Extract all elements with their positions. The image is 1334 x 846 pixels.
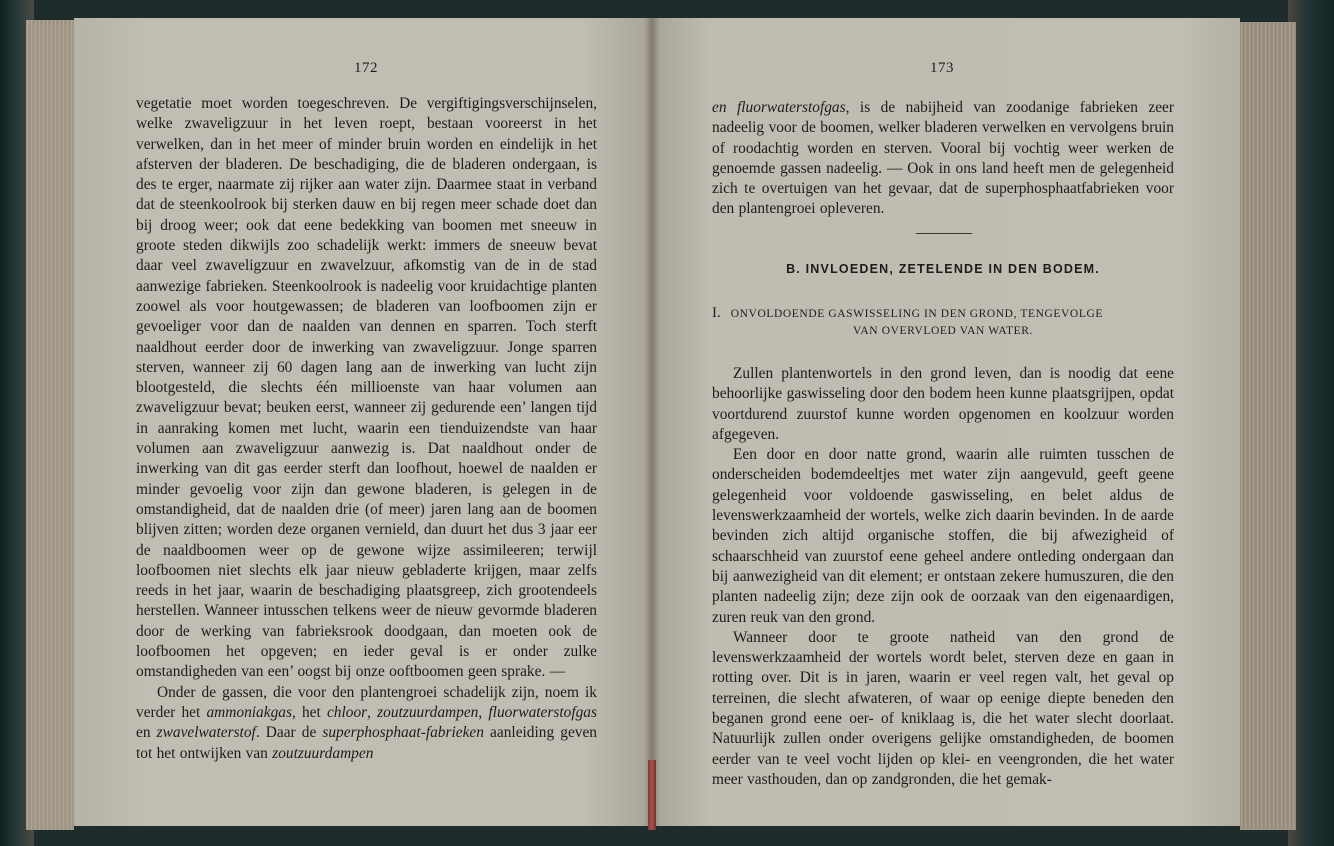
- right-page-top-text: [712, 98, 1174, 220]
- text-run: , het: [291, 703, 327, 721]
- section-title-line-1: ONVOLDOENDE GASWISSELING IN DEN GROND, TENGEVOLGE: [730, 308, 1103, 320]
- section-divider: [916, 233, 972, 234]
- spine-headband: [648, 760, 656, 830]
- text-run: . Daar de: [255, 724, 323, 742]
- italic-term: fluorwaterstofgas: [488, 703, 597, 721]
- right-paragraph-2: Een door en door natte grond, waarin alle ruimten tusschen de onderscheiden bodemdeeltjes met water zijn aangevuld, geeft geene gelegenheid voor voldoende gaswisseling, en belet aldus de levenswerkzaamheid der wortels, welke zich daarin bevinden. In de aarde bevinden zich altijd organische stoffen, die bij afwezigheid of schaarschheid van zuurstof eene geheel andere ontleding ondergaan dan bij aanwezigheid van dit element; er ontstaan zekere humuszuren, die den planten nadeelig zijn; deze zijn ook de oorzaak van den eigenaardigen, zuren reuk van den grond.: [712, 446, 1174, 626]
- right-page-body-text: [712, 364, 1174, 790]
- left-page-number: 172: [354, 60, 378, 76]
- right-paragraph-1: Zullen plantenwortels in den grond leven, dan is noodig dat eene behoorlijke gaswisseling door den bodem heen kunne plaatsgrijpen, opdat voortdurend zuurstof kunne worden opgenomen en koolzuur worden afgegeven.: [712, 365, 1174, 443]
- right-paragraph-3: Wanneer door te groote natheid van den grond de levenswerkzaamheid der wortels wordt belet, sterven deze en gaan in rotting over. Dit is in jaren, waarin er veel regen valt, het geval op terreinen, die slecht afwateren, of waar op eenige diepte beneden den beganen grond eene oer- of kniklaag is, die het water slecht doorlaat. Natuurlijk zullen onder overigens gelijke omstandigheden, de boomen eerder van te veel vocht lijden op klei- en veengronden, die het water meer vasthouden, dan op zandgronden, die het gemak-: [712, 628, 1174, 788]
- section-heading-b: B. INVLOEDEN, ZETELENDE IN DEN BODEM.: [786, 262, 1100, 276]
- right-paragraph-top: [712, 98, 1174, 220]
- italic-term: en fluorwaterstofgas: [712, 99, 846, 116]
- right-page-number: 173: [930, 60, 954, 76]
- text-run: Onder de gassen, die voor den plantengroei schadelijk zijn, noem ik verder het: [136, 683, 597, 721]
- section-numeral: I.: [712, 305, 721, 321]
- italic-term: zoutzuurdampen: [377, 703, 479, 721]
- page-edges-right: [1240, 22, 1296, 830]
- text-run: , is de nabijheid van zoodanige fabrieken zeer nadeelig voor de boomen, welker bladeren verwelken en vervolgens bruin of roodachtig worden en sterven. Vooral bij vochtig weer werken de genoemde gassen nadeelig. — Ook in ons land heeft men de gelegenheid zich te overtuigen van het gevaar, dat de superphosphaatfabrieken voor den plantengroei opleveren.: [712, 99, 1174, 218]
- left-paragraph-2: [136, 683, 597, 764]
- text-run: en: [136, 724, 157, 742]
- italic-term: zwavelwaterstof: [156, 724, 256, 742]
- section-heading-i: [712, 305, 1174, 340]
- page-edges-left: [26, 20, 74, 830]
- text-run: ,: [367, 703, 378, 721]
- italic-term: ammoniakgas: [206, 703, 292, 721]
- left-page-text: [136, 94, 597, 764]
- book-gutter: [644, 18, 660, 826]
- text-run: aanleiding geven tot het ontwijken van: [136, 724, 598, 762]
- italic-term: superphosphaat-fabrieken: [322, 724, 484, 742]
- section-title-line-2: VAN OVERVLOED VAN WATER.: [852, 325, 1034, 337]
- italic-term: chloor: [326, 703, 368, 721]
- italic-term: zoutzuurdampen: [272, 744, 374, 762]
- left-paragraph-1: vegetatie moet worden toegeschreven. De vergiftigingsverschijnselen, welke zwaveligzuur in het leven roept, bestaan vooreerst in het verwelken, dan in het meer of minder bruin worden en eindelijk in het afsterven der bladeren. De beschadiging, die de bladeren ondergaan, is des te erger, naarmate zij rijker aan water zijn. Daarmee staat in verband dat de steenkoolrook bij sterken dauw en bij regen meer schade doet dan bij droog weer; ook dat eene bedekking van boomen met sneeuw in groote steden dikwijls zoo schadelijk werkt: immers de sneeuw bevat daar veel zwaveligzuur en zwavelzuur, afkomstig van de in de stad aanwezige fabrieken. Steenkoolrook is nadeelig voor kruidachtige planten zoowel als voor houtgewassen; de bladeren van loofboomen zijn er gevoeliger voor dan de naalden van dennen en sparren. Toch sterft naaldhout eerder door de inwerking van zwaveligzuur. Jonge sparren sterven, wanneer zij 60 dagen lang aan de inwerking van lucht zijn blootgesteld, die slechts één millioenste van haar volumen aan zwaveligzuur bevat; beuken eerst, wanneer zij gedurende een’ langen tijd in aanraking komen met lucht, waarin een tienduizendste van haar volumen aan zwaveligzuur aanwezig is. Dat naaldhout onder de inwerking van dit gas eerder sterft dan loofhout, hoewel de naalden er minder gevoelig voor zijn dan gewone bladeren, is gelegen in de omstandigheid, dat de naalden drie (of meer) jaren lang aan de boomen blijven zitten; worden deze organen vernield, dan duurt het dus 3 jaar eer de naaldboomen weer op de gewone wijze assimileeren; terwijl loofboomen niet slechts elk jaar nieuw gebladerte krijgen, maar zelfs reeds in het jaar, waarin de beschadiging plaatsgreep, zich grootendeels herstellen. Wanneer intusschen telkens weer de nieuw gevormde bladeren door de werking van fabrieksrook doodgaan, dan moeten ook de loofboomen het opgeven; en ieder geval is er onder zulke omstandigheden van een’ oogst bij onze ooftboomen geen sprake. —: [136, 95, 597, 681]
- text-run: ,: [478, 703, 489, 721]
